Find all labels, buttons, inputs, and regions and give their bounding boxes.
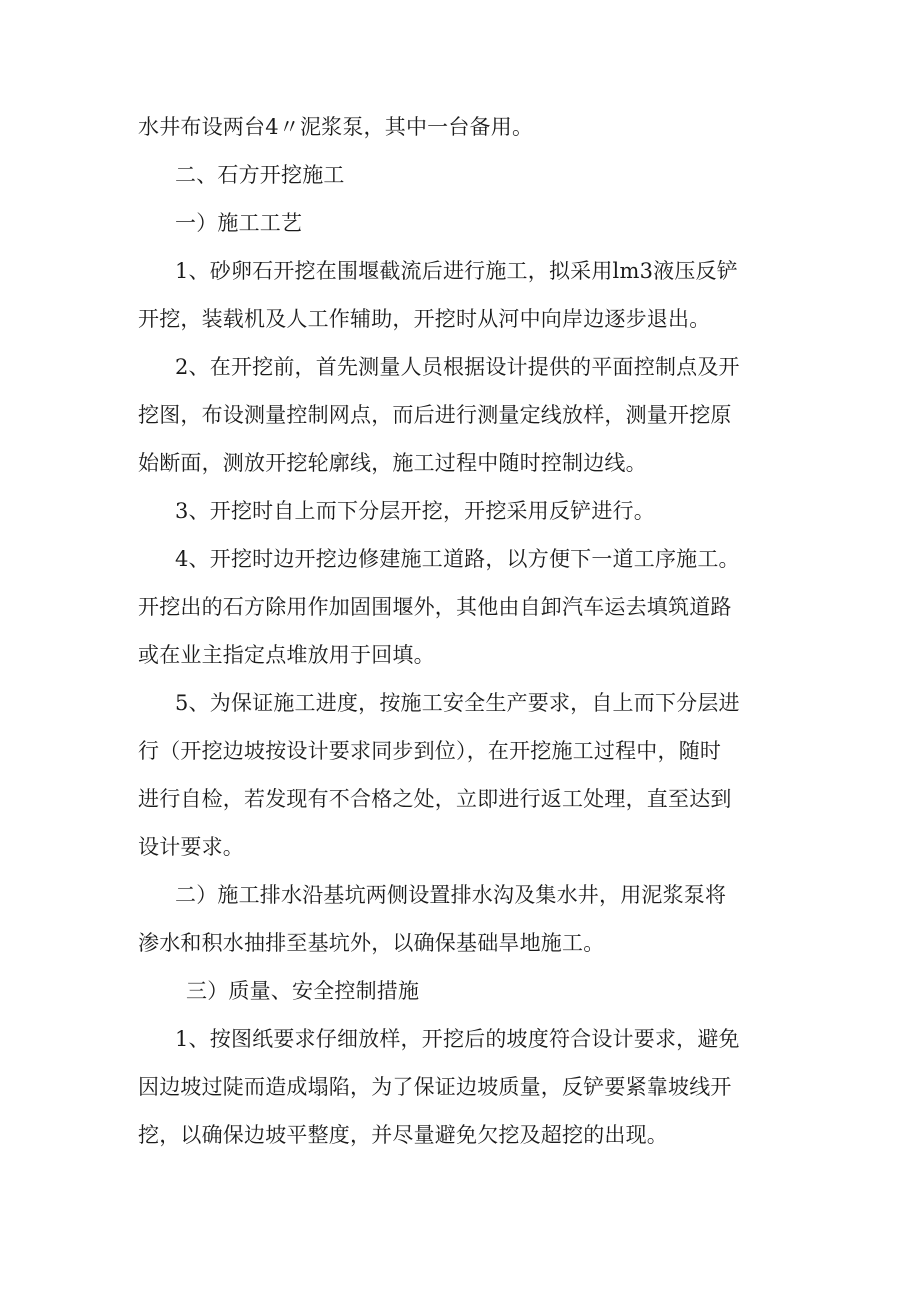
paragraph-line: 1、按图纸要求仔细放样，开挖后的坡度符合设计要求，避免: [175, 1027, 740, 1051]
paragraph-line: 进行自检，若发现有不合格之处，立即进行返工处理，直至达到: [138, 787, 732, 811]
paragraph-line: 设计要求。: [138, 835, 244, 859]
paragraph-line: 挖图，布设测量控制网点，而后进行测量定线放样，测量开挖原: [138, 403, 732, 427]
paragraph-line: 渗水和积水抽排至基坑外，以确保基础旱地施工。: [138, 931, 605, 955]
document-body: [138, 103, 793, 1159]
paragraph-line: 行（开挖边坡按设计要求同步到位），在开挖施工过程中，随时: [138, 739, 722, 763]
paragraph-line: 1、砂卵石开挖在围堰截流后进行施工，拟采用lm3液压反铲: [175, 259, 738, 283]
paragraph-line: 水井布设两台4〃泥浆泵，其中一台备用。: [138, 115, 534, 139]
paragraph-line: 3、开挖时自上而下分层开挖，开挖采用反铲进行。: [175, 499, 655, 523]
subsection-heading: 三）质量、安全控制措施: [186, 979, 420, 1003]
paragraph-line: 始断面，测放开挖轮廓线，施工过程中随时控制边线。: [138, 451, 647, 475]
paragraph-line: 因边坡过陡而造成塌陷，为了保证边坡质量，反铲要紧靠坡线开: [138, 1075, 732, 1099]
subsection-heading: 二）施工排水沿基坑两侧设置排水沟及集水井，用泥浆泵将: [175, 883, 727, 907]
paragraph-line: 或在业主指定点堆放用于回填。: [138, 643, 435, 667]
paragraph-line: 挖，以确保边坡平整度，并尽量避免欠挖及超挖的出现。: [138, 1123, 668, 1147]
paragraph-line: 2、在开挖前，首先测量人员根据设计提供的平面控制点及开: [175, 355, 740, 379]
paragraph-line: 开挖出的石方除用作加固围堰外，其他由自卸汽车运去填筑道路: [138, 595, 732, 619]
paragraph-line: 4、开挖时边开挖边修建施工道路，以方便下一道工序施工。: [175, 547, 740, 571]
section-heading: 二、石方开挖施工: [175, 163, 345, 187]
paragraph-line: 5、为保证施工进度，按施工安全生产要求，自上而下分层进: [175, 691, 740, 715]
subsection-heading: 一）施工工艺: [175, 211, 303, 235]
paragraph-line: 开挖，装载机及人工作辅助，开挖时从河中向岸边逐步退出。: [138, 307, 711, 331]
